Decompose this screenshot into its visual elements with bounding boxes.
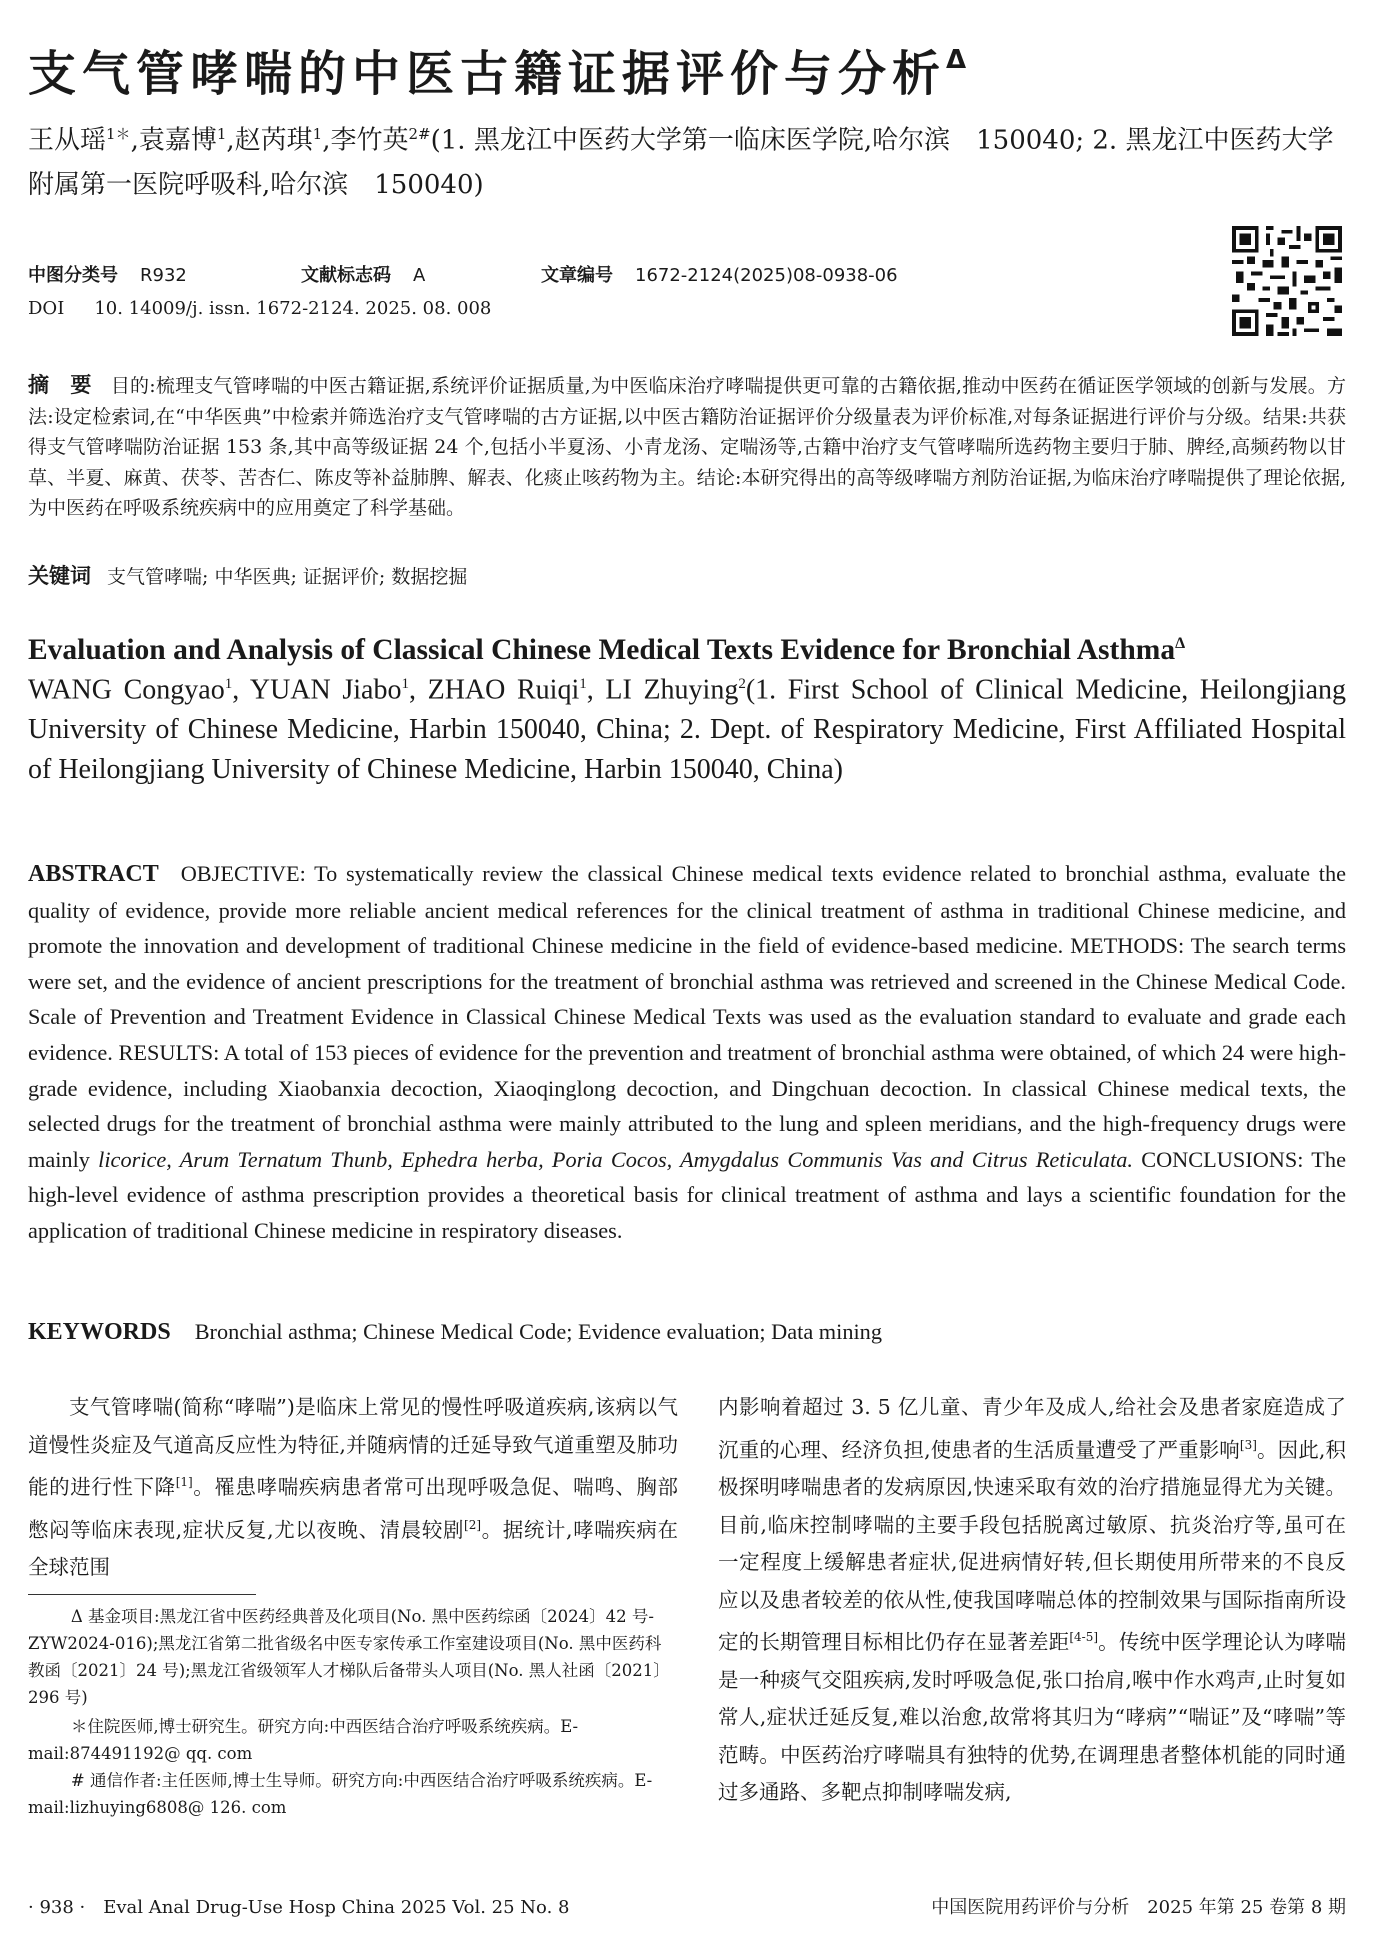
keywords-label: 关键词 xyxy=(28,564,91,588)
footer-left: · 938 · Eval Anal Drug-Use Hosp China 2025 Vol. 25 No. 8 xyxy=(28,1897,570,1918)
english-title: Evaluation and Analysis of Classical Chinese Medical Texts Evidence for Bronchial Asthma$^\Delta$ xyxy=(28,633,1186,666)
body-column-right: 内影响着超过 3. 5 亿儿童、青少年及成人,给社会及患者家庭造成了沉重的心理、经济负担,使患者的生活质量遭受了严重影响[3]。因此,积极探明哮喘患者的发病原因,快速采取有效的治疗措施显得尤为关键。目前,临床控制哮喘的主要手段包括脱离过敏原、抗炎治疗等,虽可在一定程度上缓解患者症状,促进病情好转,但长期使用所带来的不良反应以及患者较差的依从性,使我国哮喘总体的控制效果与国际指南所设定的长期管理目标相比仍存在显著差距[4-5]。传统中医学理论认为哮喘是一种痰气交阻疾病,发时呼吸急促,张口抬肩,喉中作水鸡声,止时复如常人,症状迁延反复,难以治愈,故常将其归为“哮病”“喘证”及“哮喘”等范畴。中医药治疗哮喘具有独特的优势,在调理患者整体机能的同时通过多通路、多靶点抑制哮喘发病, xyxy=(718,1395,1347,1804)
footer-right: 中国医院用药评价与分析 2025 年第 25 卷第 8 期 xyxy=(931,1897,1346,1918)
footnote-first-author: ＊住院医师,博士研究生。研究方向:中西医结合治疗呼吸系统疾病。E-mail:874491192@ qq. com xyxy=(28,1717,579,1763)
author-4-sup: 2# xyxy=(408,125,431,143)
article-title: 支气管哮喘的中医古籍证据评价与分析$^\Delta$ xyxy=(28,45,967,102)
clc-number: 中图分类号 R932 xyxy=(28,265,187,286)
citation-3[interactable]: [3] xyxy=(1239,1437,1257,1452)
keywords-text: 支气管哮喘; 中华医典; 证据评价; 数据挖掘 xyxy=(107,566,468,588)
english-abstract-label: ABSTRACT xyxy=(28,861,159,887)
citation-2[interactable]: [2] xyxy=(464,1517,482,1532)
footnote-fund: Δ 基金项目:黑龙江省中医药经典普及化项目(No. 黑中医药综函〔2024〕42 号-ZYW2024-016);黑龙江省第二批省级名中医专家传承工作室建设项目(No. 黑中医药科教函〔2021〕24 号);黑龙江省级领军人才梯队后备带头人项目(No. 黑人社函〔2021〕296 号) xyxy=(28,1607,662,1707)
author-1: 王从瑶 xyxy=(28,125,107,156)
citation-1[interactable]: [1] xyxy=(175,1475,193,1489)
doi: DOI 10. 14009/j. issn. 1672-2124. 2025. 08. 008 xyxy=(28,298,492,319)
herb-list: licorice, Arum Ternatum Thunb, Ephedra herba, Poria Cocos, Amygdalus Communis Vas and Citrus Reticulata. xyxy=(98,1146,1133,1172)
author-2-sup: 1 xyxy=(216,125,227,143)
title-fund-mark: Δ xyxy=(946,45,967,75)
english-abstract: ABSTRACT OBJECTIVE: To systematically review the classical Chinese medical texts evidence related to bronchial asthma, evaluate the quality of evidence, provide more reliable ancient medical references for the clinical treatment of asthma in traditional Chinese medicine, and promote the innovation and development of traditional Chinese medicine in the field of evidence-based medicine. METHODS: The search terms were set, and the evidence of ancient prescriptions for the treatment of bronchial asthma was retrieved and screened in the Chinese Medical Code. Scale of Prevention and Treatment Evidence in Classical Chinese Medical Texts was used as the evaluation standard to evaluate and grade each evidence. RESULTS: A total of 153 pieces of evidence for the prevention and treatment of bronchial asthma were obtained, of which 24 were high-grade evidence, including Xiaobanxia decoction, Xiaoqinglong decoction, and Dingchuan decoction. In classical Chinese medical texts, the selected drugs for the treatment of bronchial asthma were mainly attributed to the lung and spleen meridians, and the high-frequency drugs were mainly licorice, Arum Ternatum Thunb, Ephedra herba, Poria Cocos, Amygdalus Communis Vas and Citrus Reticulata. CONCLUSIONS: The high-level evidence of asthma prescription provides a theoretical basis for clinical treatment of asthma and lays a scientific foundation for the application of traditional Chinese medicine in respiratory diseases. xyxy=(28,861,1346,1243)
abstract-label: 摘 要 xyxy=(28,373,92,397)
english-author-line: WANG Congyao$^1$, YUAN Jiabo$^1$, ZHAO Ruiqi$^1$, LI Zhuying$^2$(1. First School of Clinical Medicine, Heilongjiang University of Chinese Medicine, Harbin 150040, China; 2. Dept. of Respiratory Medicine, First Affiliated Hospital of Heilongjiang University of Chinese Medicine, Harbin 150040, China) xyxy=(28,674,1347,786)
article-number: 文章编号 1672-2124(2025)08-0938-06 xyxy=(541,265,898,286)
citation-4-5[interactable]: [4-5] xyxy=(1069,1630,1099,1644)
body-column-left: 支气管哮喘(简称“哮喘”)是临床上常见的慢性呼吸道疾病,该病以气道慢性炎症及气道高反应性为特征,并随病情的迁延导致气道重塑及肺功能的进行性下降[1]。罹患哮喘疾病患者常可出现呼吸急促、喘鸣、胸部憋闷等临床表现,症状反复,尤以夜晚、清晨较剧[2]。据统计,哮喘疾病在全球范围 xyxy=(28,1395,679,1579)
author-line: 王从瑶$^{1*}$,袁嘉博$^1$,赵芮琪$^1$,李竹英$^{2\#}$(1. 黑龙江中医药大学第一临床医学院,哈尔滨 150040; 2. 黑龙江中医药大学附属第一医院呼吸科,哈尔滨 150040) xyxy=(28,125,1334,200)
chinese-keywords xyxy=(28,561,1346,592)
abstract-text: 目的:梳理支气管哮喘的中医古籍证据,系统评价证据质量,为中医临床治疗哮喘提供更可靠的古籍依据,推动中医药在循证医学领域的创新与发展。方法:设定检索词,在“中华医典”中检索并筛选治疗支气管哮喘的古方证据,以中医古籍防治证据评价分级量表为评价标准,对每条证据进行评价与分级。结果:共获得支气管哮喘防治证据 153 条,其中高等级证据 24 个,包括小半夏汤、小青龙汤、定喘汤等,古籍中治疗支气管哮喘所选药物主要归于肺、脾经,高频药物以甘草、半夏、麻黄、茯苓、苦杏仁、陈皮等补益肺脾、解表、化痰止咳药物为主。结论:本研究得出的高等级哮喘方剂防治证据,为临床治疗哮喘提供了理论依据,为中医药在呼吸系统疾病中的应用奠定了科学基础。 xyxy=(28,375,1346,519)
author-2: 袁嘉博 xyxy=(138,125,217,156)
author-4: 李竹英 xyxy=(330,125,409,156)
chinese-abstract xyxy=(28,370,1346,524)
affiliation: (1. 黑龙江中医药大学第一临床医学院,哈尔滨 150040; 2. 黑龙江中医药大学附属第一医院呼吸科,哈尔滨 150040) xyxy=(28,125,1334,200)
author-3-sup: 1 xyxy=(312,125,323,143)
qr-code-icon xyxy=(1232,226,1342,336)
footnote-divider xyxy=(28,1594,256,1595)
document-code: 文献标志码 A xyxy=(301,265,426,286)
author-1-sup: 1＊ xyxy=(106,125,131,143)
english-affiliation: (1. First School of Clinical Medicine, Heilongjiang University of Chinese Medicine, Harbin 150040, China; 2. Dept. of Respiratory Medicine, First Affiliated Hospital of Heilongjiang University of Chinese Medicine, Harbin 150040, China) xyxy=(28,674,1347,786)
author-3: 赵芮琪 xyxy=(234,125,313,156)
english-keywords: KEYWORDS Bronchial asthma; Chinese Medical Code; Evidence evaluation; Data mining xyxy=(28,1319,882,1345)
footnote-corresponding: # 通信作者:主任医师,博士生导师。研究方向:中西医结合治疗呼吸系统疾病。E-mail:lizhuying6808@ 126. com xyxy=(28,1771,653,1817)
